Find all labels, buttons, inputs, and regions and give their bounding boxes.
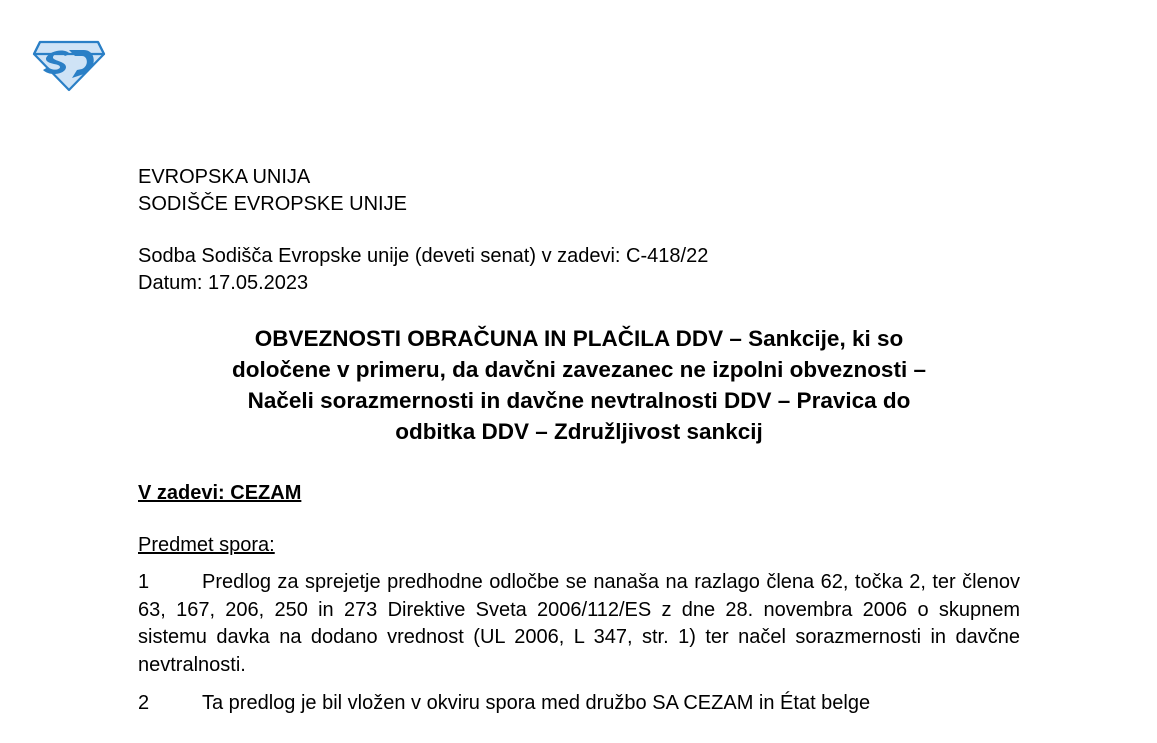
document-page <box>138 164 1020 718</box>
paragraph-number: 2 <box>138 692 150 714</box>
paragraph-number: 1 <box>138 571 150 593</box>
title-line: odbitka DDV – Združljivost sankcij <box>395 419 763 444</box>
title-line: Načeli sorazmernosti in davčne nevtralnosti DDV – Pravica do <box>247 388 911 413</box>
paragraph <box>138 569 1020 679</box>
header-line-court: SODIŠČE EVROPSKE UNIJE <box>138 193 407 215</box>
document-title <box>138 323 1020 447</box>
paragraph-text: Ta predlog je bil vložen v okviru spora med družbo SA CEZAM in État belge <box>202 692 871 714</box>
sd-diamond-logo-icon <box>32 36 106 92</box>
title-line: OBVEZNOSTI OBRAČUNA IN PLAČILA DDV – Sankcije, ki so <box>254 326 904 351</box>
judgment-date: Datum: 17.05.2023 <box>138 272 309 294</box>
paragraph-text: Predlog za sprejetje predhodne odločbe se nanaša na razlago člena 62, točka 2, ter členov 63, 167, 206, 250 in 273 Direktive Sveta 2006/112/ES z dne 28. novembra 2006 o skupnem sistemu davka na dodano vrednost (UL 2006, L 347, str. 1) ter načel sorazmernosti in davčne nevtralnosti. <box>138 571 1020 676</box>
title-line: določene v primeru, da davčni zavezanec ne izpolni obveznosti – <box>232 357 926 382</box>
judgment-reference: Sodba Sodišča Evropske unije (deveti senat) v zadevi: C-418/22 <box>138 245 709 267</box>
case-heading: V zadevi: CEZAM <box>138 482 302 504</box>
paragraph <box>138 690 1020 718</box>
header-line-eu: EVROPSKA UNIJA <box>138 166 311 188</box>
subject-heading: Predmet spora: <box>138 534 275 556</box>
